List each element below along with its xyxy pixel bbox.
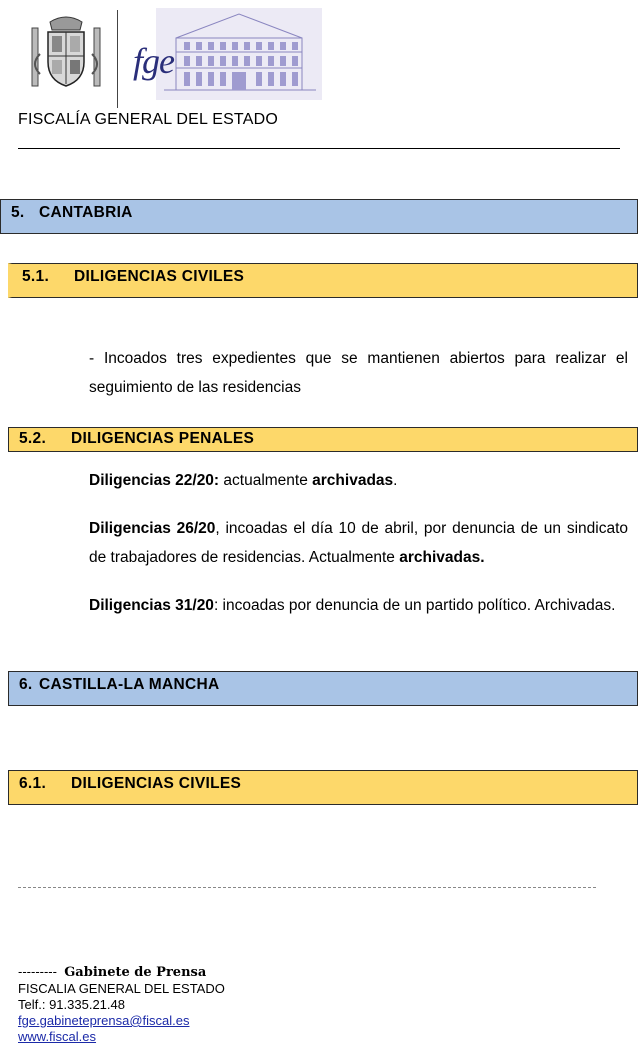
diligencia-status: archivadas (312, 472, 394, 489)
footer-dashes: --------- (18, 964, 57, 979)
header-rule (18, 148, 620, 149)
fge-logo: fge (133, 41, 174, 81)
diligencia-paragraph: Diligencias 26/20, incoadas el día 10 de abril, por denuncia de un sindicato de trabajadores de residencias. Actualmente archivadas. (89, 520, 628, 566)
footer-office: Gabinete de Prensa (64, 965, 207, 980)
header-divider (117, 10, 118, 108)
section-number: 6. (19, 676, 33, 693)
footer-web-link[interactable]: www.fiscal.es (18, 1029, 97, 1044)
footer (18, 964, 225, 1045)
subsection-heading-civiles-6-1 (8, 770, 638, 805)
subsection-heading-penales-5-2 (8, 427, 638, 452)
section-label: DILIGENCIAS PENALES (71, 430, 255, 447)
civiles-paragraph: - Incoados tres expedientes que se mantienen abiertos para realizar el seguimiento de las residencias (89, 350, 628, 396)
section-number: 5. (11, 204, 25, 221)
section-heading-cantabria (0, 199, 638, 234)
diligencia-ref: Diligencias 22/20: (89, 472, 220, 489)
coat-of-arms-icon (26, 14, 106, 94)
section-label: CANTABRIA (39, 204, 133, 221)
footer-org: FISCALIA GENERAL DEL ESTADO (18, 981, 225, 996)
footer-office-line (18, 964, 225, 981)
building-icon (156, 8, 322, 100)
diligencia-paragraph: Diligencias 22/20: actualmente archivadas. (89, 472, 398, 489)
diligencia-ref: Diligencias 26/20 (89, 520, 216, 537)
footer-rule (18, 887, 596, 888)
section-number: 5.2. (19, 430, 47, 447)
section-label: DILIGENCIAS CIVILES (74, 268, 245, 285)
diligencia-ref: Diligencias 31/20 (89, 597, 214, 614)
subsection-heading-civiles-5-1 (8, 263, 638, 298)
section-label: DILIGENCIAS CIVILES (71, 775, 242, 792)
footer-phone: Telf.: 91.335.21.48 (18, 997, 125, 1012)
diligencia-paragraph: Diligencias 31/20: incoadas por denuncia de un partido político. Archivadas. (89, 597, 616, 614)
section-heading-castilla-la-mancha (8, 671, 638, 706)
section-number: 6.1. (19, 775, 47, 792)
header-title: FISCALÍA GENERAL DEL ESTADO (18, 111, 278, 128)
diligencia-status: archivadas. (399, 549, 485, 566)
section-label: CASTILLA-LA MANCHA (39, 676, 220, 693)
footer-email-link[interactable]: fge.gabineteprensa@fiscal.es (18, 1013, 190, 1028)
section-number: 5.1. (22, 268, 50, 285)
